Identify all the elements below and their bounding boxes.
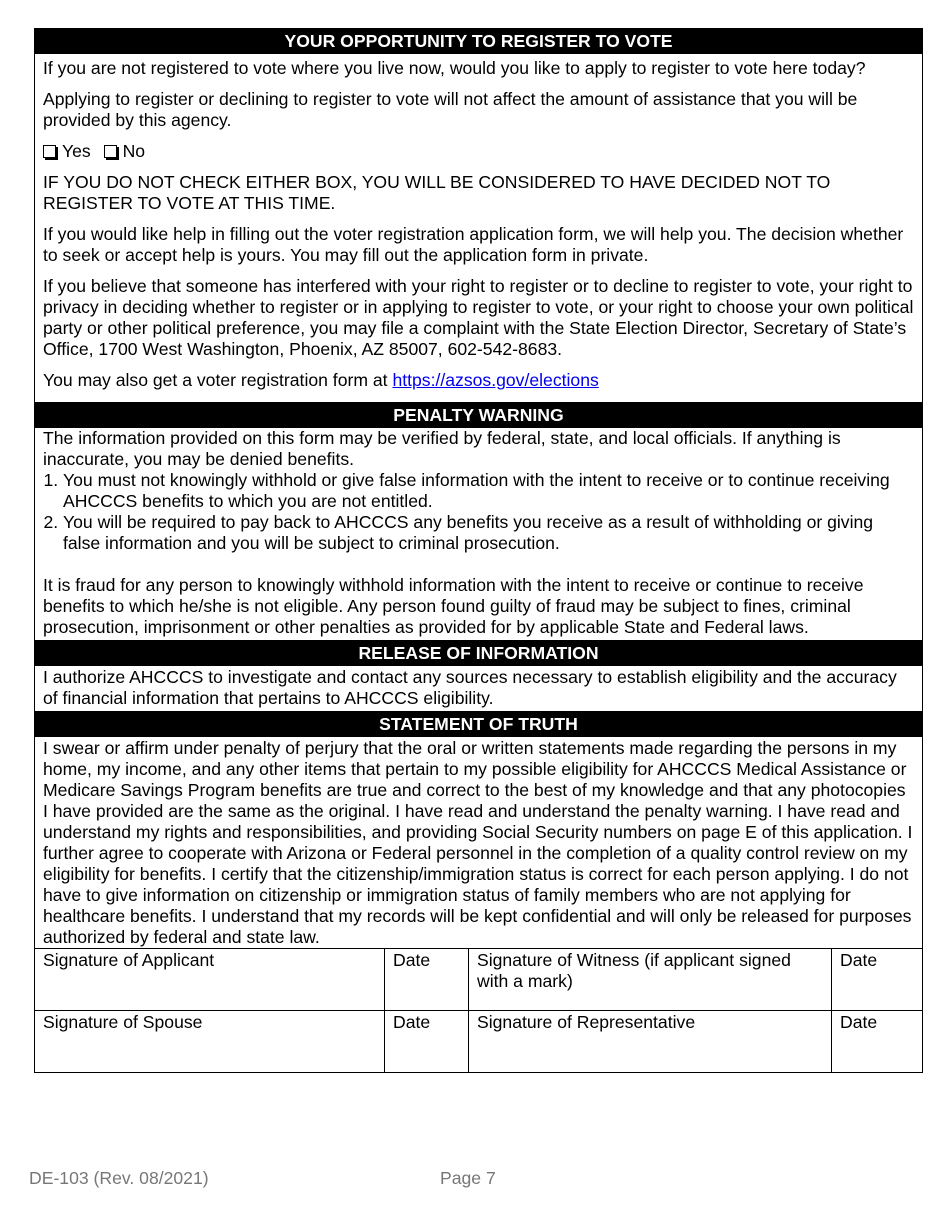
- no-checkbox[interactable]: [104, 145, 117, 158]
- vote-default-warning: IF YOU DO NOT CHECK EITHER BOX, YOU WILL BE CONSIDERED TO HAVE DECIDED NOT TO REGISTER TO VOTE AT THIS TIME.: [43, 172, 831, 213]
- applicant-date-field[interactable]: Date: [385, 949, 469, 1011]
- vote-help-text: If you would like help in filling out the voter registration application form, we will help you. The decision whether to seek or accept help is yours. You may fill out the application form in private.: [43, 224, 904, 265]
- vote-form-link-prefix: You may also get a voter registration form at: [43, 370, 393, 390]
- vote-complaint-text: If you believe that someone has interfered with your right to register or to decline to register to vote, your right to privacy in deciding whether to register or in applying to register to vote, or your right to choose your own political party or other political preference, you may file a complaint with the State Election Director, Secretary of State’s Office, 1700 West Washington, Phoenix, AZ 85007, 602-542-8683.: [43, 276, 914, 359]
- representative-signature-field[interactable]: Signature of Representative: [469, 1011, 832, 1073]
- witness-signature-field[interactable]: Signature of Witness (if applicant signed with a mark): [469, 949, 832, 1011]
- form-id: DE-103 (Rev. 08/2021): [29, 1168, 209, 1188]
- witness-date-field[interactable]: Date: [832, 949, 923, 1011]
- signature-row: [35, 1011, 923, 1073]
- truth-section-header: STATEMENT OF TRUTH: [34, 711, 923, 737]
- penalty-list: [43, 470, 914, 554]
- vote-question: If you are not registered to vote where you live now, would you like to apply to register to vote here today?: [43, 58, 866, 78]
- penalty-section: [34, 428, 923, 640]
- fraud-text: It is fraud for any person to knowingly withhold information with the intent to receive or continue to receive benefits to which he/she is not eligible. Any person found guilty of fraud may be subject to fines, criminal prosecution, imprisonment or other penalties as provided for by applicable State and Federal laws.: [43, 575, 864, 637]
- vote-assistance-note: Applying to register or declining to register to vote will not affect the amount of assistance that you will be provided by this agency.: [43, 89, 858, 130]
- no-label: No: [122, 141, 146, 161]
- penalty-item: 2. You will be required to pay back to AHCCCS any benefits you receive as a result of withholding or giving false information and you will be subject to criminal prosecution.: [63, 512, 914, 554]
- vote-section: [34, 54, 923, 402]
- truth-section: [34, 737, 923, 948]
- representative-date-field[interactable]: Date: [832, 1011, 923, 1073]
- page-number: Page 7: [440, 1168, 496, 1188]
- signature-table: [34, 948, 923, 1073]
- yes-checkbox[interactable]: [43, 145, 56, 158]
- release-section: [34, 666, 923, 711]
- penalty-item: 1. You must not knowingly withhold or give false information with the intent to receive or to continue receiving AHCCCS benefits to which you are not entitled.: [63, 470, 914, 512]
- penalty-section-header: PENALTY WARNING: [34, 402, 923, 428]
- vote-form-link-row: [43, 370, 914, 391]
- elections-link[interactable]: https://azsos.gov/elections: [392, 370, 599, 390]
- spouse-date-field[interactable]: Date: [385, 1011, 469, 1073]
- spouse-signature-field[interactable]: Signature of Spouse: [35, 1011, 385, 1073]
- vote-choice-row: [43, 141, 914, 162]
- vote-section-header: YOUR OPPORTUNITY TO REGISTER TO VOTE: [34, 28, 923, 54]
- release-section-header: RELEASE OF INFORMATION: [34, 640, 923, 666]
- applicant-signature-field[interactable]: Signature of Applicant: [35, 949, 385, 1011]
- form-page: [34, 28, 923, 1073]
- signature-row: [35, 949, 923, 1011]
- yes-label: Yes: [62, 141, 91, 161]
- penalty-intro: The information provided on this form may be verified by federal, state, and local officials. If anything is inaccurate, you may be denied benefits.: [43, 428, 841, 469]
- release-text: I authorize AHCCCS to investigate and contact any sources necessary to establish eligibility and the accuracy of financial information that pertains to AHCCCS eligibility.: [43, 667, 897, 708]
- truth-text: I swear or affirm under penalty of perjury that the oral or written statements made regarding the persons in my home, my income, and any other items that pertain to my possible eligibility for AHCCCS Medical Assistance or Medicare Savings Program benefits are true and correct to the best of my knowledge and that any photocopies I have provided are the same as the original. I have read and understand the penalty warning. I have read and understand my rights and responsibilities, and providing Social Security numbers on page E of this application. I further agree to cooperate with Arizona or Federal personnel in the completion of a quality control review on my eligibility for benefits. I certify that the citizenship/immigration status is correct for each person applying. I do not have to give information on citizenship or immigration status of family members who are not applying for healthcare benefits. I understand that my records will be kept confidential and will only be released for purposes authorized by federal and state law.: [43, 738, 913, 947]
